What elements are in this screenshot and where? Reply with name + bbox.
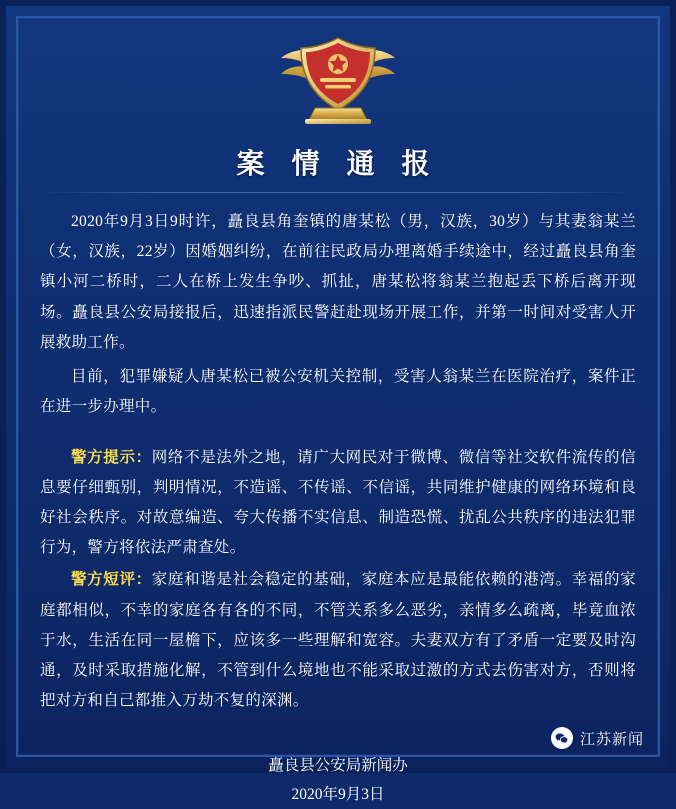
notice-content — [6, 6, 670, 809]
police-tip — [40, 443, 636, 564]
police-comment — [40, 565, 636, 716]
title-divider — [40, 192, 636, 193]
signature-date: 2020年9月3日 — [40, 780, 636, 809]
page-title: 案 情 通 报 — [40, 142, 636, 182]
signature-org: 矗良县公安局新闻办 — [40, 751, 636, 780]
paragraph: 2020年9月3日9时许，矗良县角奎镇的唐某松（男，汉族，30岁）与其妻翁某兰（女，汉族，22岁）因婚姻纠纷，在前往民政局办理离婚手续途中，经过矗良县角奎镇小河二桥时，二人在桥上发生争吵、抓扯，唐某松将翁某兰抱起丢下桥后离开现场。矗良县公安局接报后，迅速指派民警赶赴现场开展工作，并第一时间对受害人开展救助工作。 — [40, 207, 636, 358]
emblem-container — [40, 24, 636, 132]
police-emblem-icon — [275, 28, 401, 128]
body-text — [40, 207, 636, 717]
footer-badge — [551, 727, 644, 749]
police-comment-text: 家庭和谐是社会稳定的基础，家庭本应是最能依赖的港湾。幸福的家庭都相似，不幸的家庭各有各的不同，不管关系多么恶劣，亲情多么疏离，毕竟血浓于水，生活在同一屋檐下，应该多一些理解和宽容。夫妻双方有了矛盾一定要及时沟通，及时采取措施化解，不管到什么境地也不能采取过激的方式去伤害对方，否则将把对方和自己都推入万劫不复的深渊。 — [40, 571, 636, 709]
police-comment-label: 警方短评： — [71, 571, 152, 588]
wechat-icon — [551, 727, 573, 749]
police-tip-label: 警方提示： — [71, 449, 152, 466]
police-tip-text: 网络不是法外之地，请广大网民对于微博、微信等社交软件流传的信息要仔细甄别，判明情况，不造谣、不传谣、不信谣，共同维护健康的网络环境和良好社会秩序。对故意编造、夸大传播不实信息、制造恐慌、扰乱公共秩序的违法犯罪行为，警方将依法严肃查处。 — [40, 449, 636, 557]
notes-block — [40, 443, 636, 717]
signature — [40, 751, 636, 809]
paragraph: 目前，犯罪嫌疑人唐某松已被公安机关控制，受害人翁某兰在医院治疗，案件正在进一步办理中。 — [40, 362, 636, 422]
footer-label: 江苏新闻 — [580, 728, 644, 749]
